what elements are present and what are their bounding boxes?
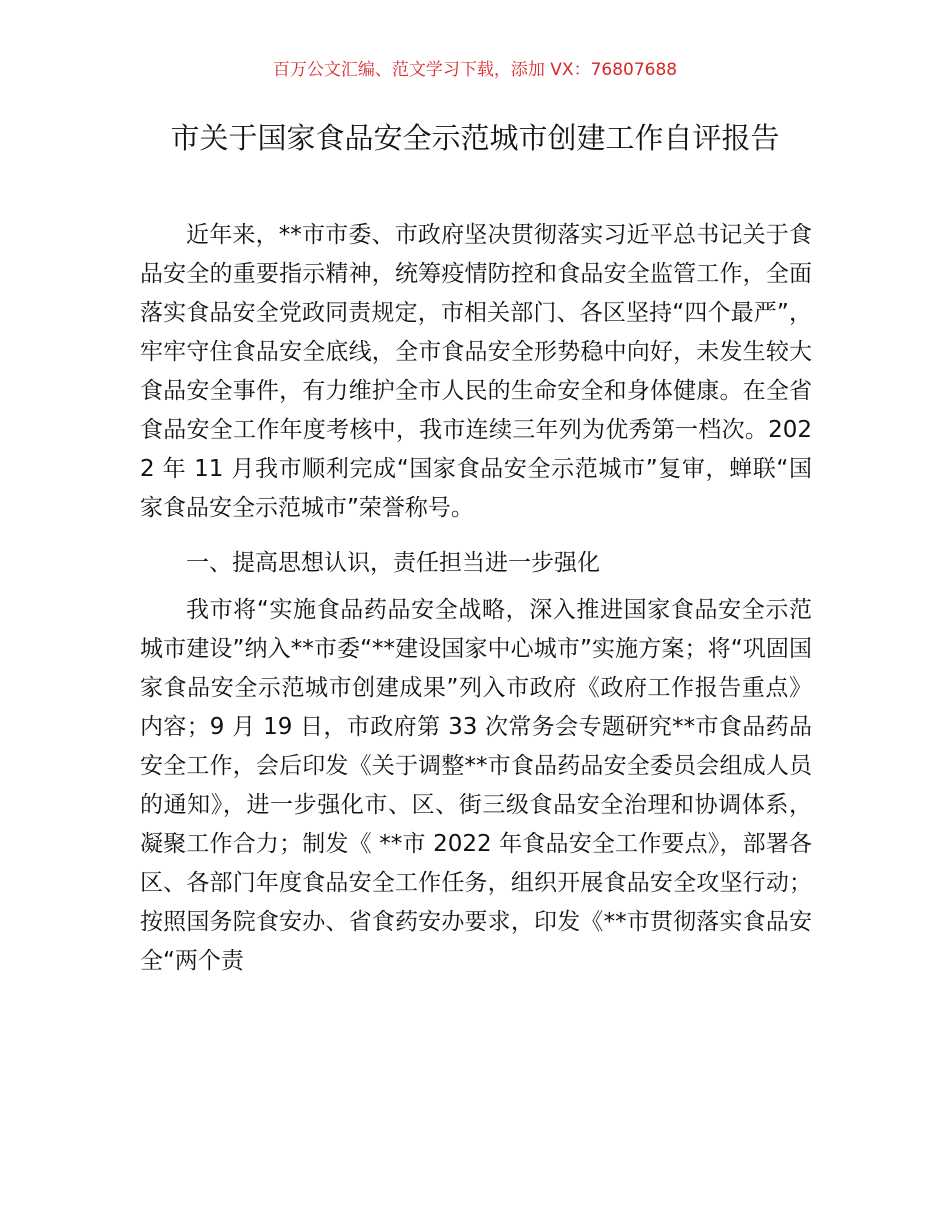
section-heading-1: 一、提高思想认识，责任担当进一步强化 (186, 550, 600, 576)
intro-paragraph: 近年来，**市市委、市政府坚决贯彻落实习近平总书记关于食品安全的重要指示精神，统筹疫情防控和食品安全监管工作，全面落实食品安全党政同责规定，市相关部门、各区坚持“四个最严”，牢牢守住食品安全底线，全市食品安全形势稳中向好，未发生较大食品安全事件，有力维护全市人民的生命安全和身体健康。在全省食品安全工作年度考核中，我市连续三年列为优秀第一档次。2022 年 11 月我市顺利完成“国家食品安全示范城市”复审，蝉联“国家食品安全示范城市”荣誉称号。 (140, 222, 812, 521)
document-title: 市关于国家食品安全示范城市创建工作自评报告 (170, 121, 780, 155)
document-body (140, 216, 812, 981)
section-1-paragraph: 我市将“实施食品药品安全战略，深入推进国家食品安全示范城市建设”纳入**市委“**建设国家中心城市”实施方案；将“巩固国家食品安全示范城市创建成果”列入市政府《政府工作报告重点》内容；9 月 19 日，市政府第 33 次常务会专题研究**市食品药品安全工作，会后印发《关于调整**市食品药品安全委员会组成人员的通知》，进一步强化市、区、街三级食品安全治理和协调体系，凝聚工作合力；制发《 **市 2022 年食品安全工作要点》，部署各区、各部门年度食品安全工作任务，组织开展食品安全攻坚行动；按照国务院食安办、省食药安办要求，印发《**市贯彻落实食品安全“两个责 (140, 597, 812, 974)
header-watermark: 百万公文汇编、范文学习下载，添加 VX：76807688 (272, 60, 678, 80)
